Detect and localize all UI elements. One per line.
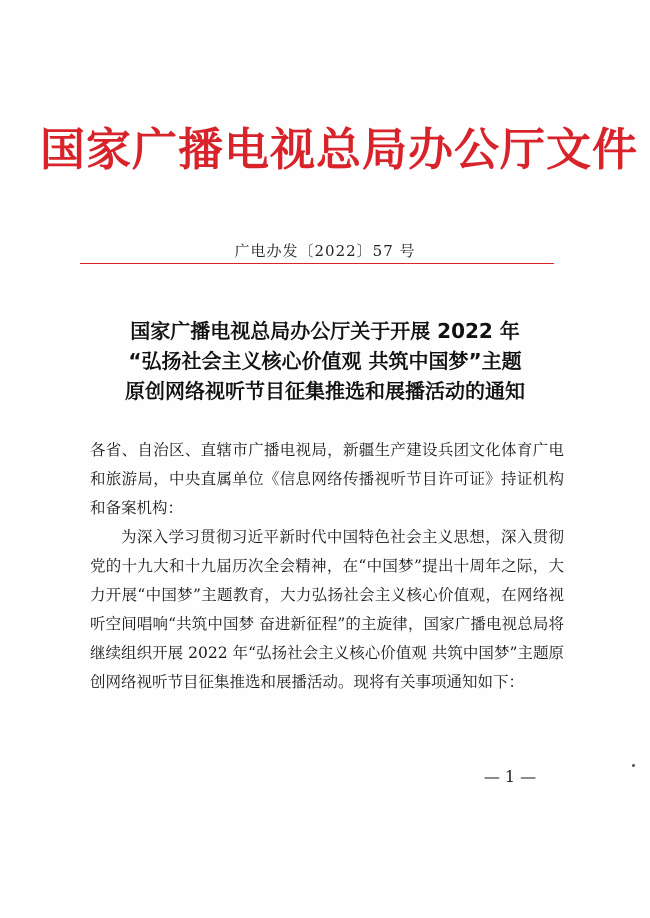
title-line-3: 原创网络视听节目征集推选和展播活动的通知 [125,379,525,403]
title-line-1: 国家广播电视总局办公厅关于开展 2022 年 [130,319,520,343]
salutation-paragraph: 各省、自治区、直辖市广播电视局，新疆生产建设兵团文化体育广电和旅游局，中央直属单位《信息网络传播视听节目许可证》持证机构和备案机构： [90,441,564,517]
body-paragraph-1: 为深入学习贯彻习近平新时代中国特色社会主义思想，深入贯彻党的十九大和十九届历次全会精神，在“中国梦”提出十周年之际，大力开展“中国梦”主题教育，大力弘扬社会主义核心价值观，在网络视听空间唱响“共筑中国梦 奋进新征程”的主旋律，国家广播电视总局将继续组织开展 2022 年“弘扬社会主义核心价值观 共筑中国梦”主题原创网络视听节目征集推选和展播活动。现将有关事项通知如下： [90,528,564,691]
red-divider-line [80,263,554,264]
notice-title [40,316,610,406]
document-masthead: 国家广播电视总局办公厅文件 [40,123,639,176]
scan-speck [632,764,635,767]
page-number: — 1 — [483,767,537,786]
document-number: 广电办发〔2022〕57 号 [234,242,416,260]
title-line-2: “弘扬社会主义核心价值观 共筑中国梦”主题 [128,349,522,373]
